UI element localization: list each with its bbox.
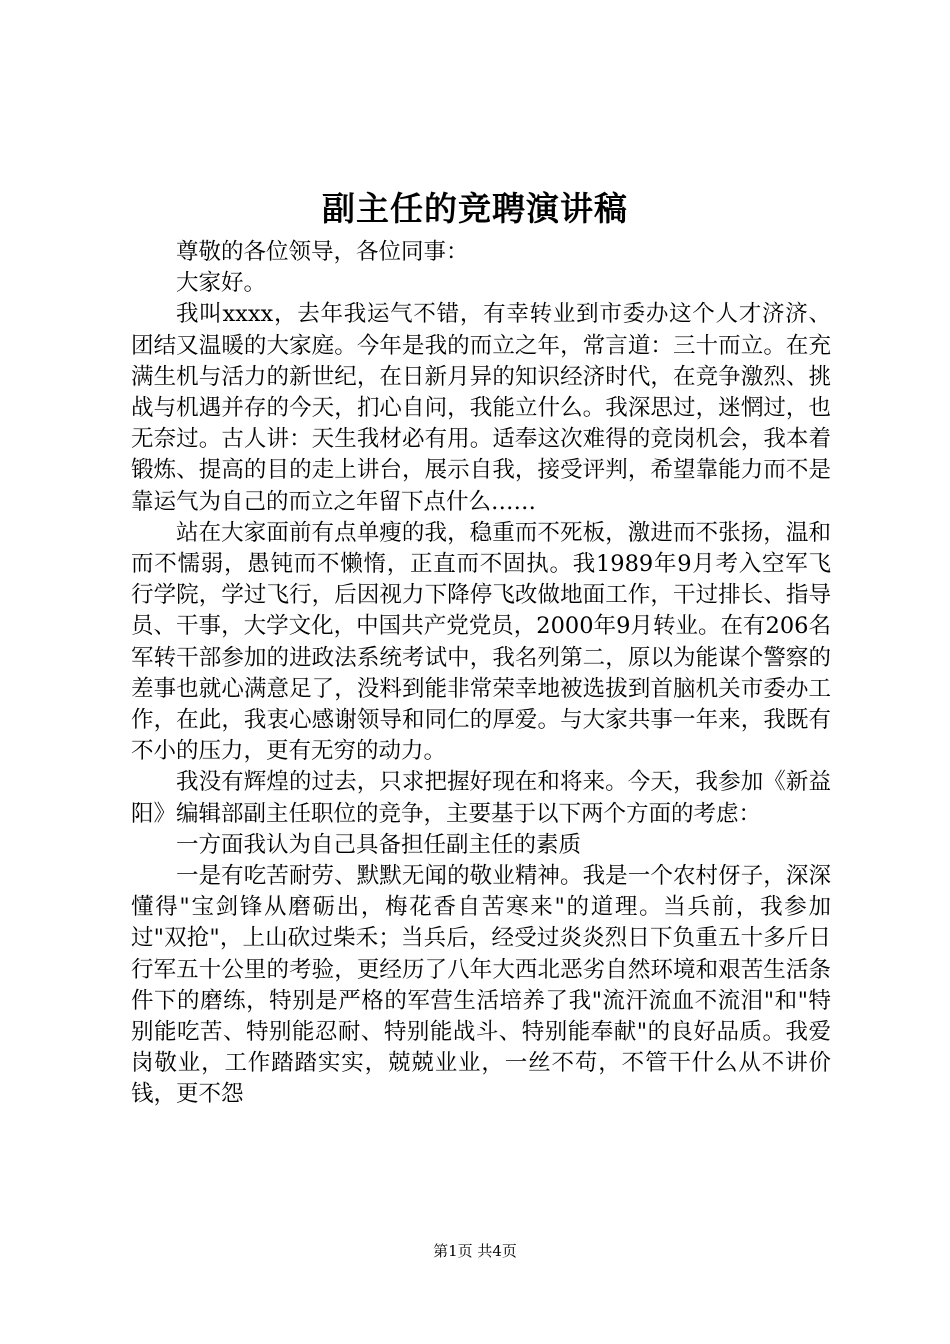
paragraph-introduction: 我叫xxxx，去年我运气不错，有幸转业到市委办这个人才济济、团结又温暖的大家庭。今年是我的而立之年，常言道：三十而立。在充满生机与活力的新世纪，在日新月异的知识经济时代，在竞争激烈、挑战与机遇并存的今天，扪心自问，我能立什么。我深思过，迷惘过，也无奈过。古人讲：天生我材必有用。适奉这次难得的竞岗机会，我本着锻炼、提高的目的走上讲台，展示自我，接受评判，希望靠能力而不是靠运气为自己的而立之年留下点什么…… [131, 301, 831, 515]
paragraph-point-one: 一是有吃苦耐劳、默默无闻的敬业精神。我是一个农村伢子，深深懂得"宝剑锋从磨砺出，梅花香自苦寒来"的道理。当兵前，我参加过"双抢"，上山砍过柴禾；当兵后，经受过炎炎烈日下负重五十多斤日行军五十公里的考验，更经历了八年大西北恶劣自然环境和艰苦生活条件下的磨练，特别是严格的军营生活培养了我"流汗流血不流泪"和"特别能吃苦、特别能忍耐、特别能战斗、特别能奉献"的良好品质。我爱岗敬业，工作踏踏实实，兢兢业业，一丝不苟，不管干什么从不讲价钱，更不怨 [131, 863, 831, 1108]
document-title: 副主任的竞聘演讲稿 [322, 189, 628, 228]
paragraph-background: 站在大家面前有点单瘦的我，稳重而不死板，激进而不张扬，温和而不懦弱，愚钝而不懒惰，正直而不固执。我1989年9月考入空军飞行学院，学过飞行，后因视力下降停飞改做地面工作，干过排长、指导员、干事，大学文化，中国共产党党员，2000年9月转业。在有206名军转干部参加的进政法系统考试中，我名列第二，原以为能谋个警察的差事也就心满意足了，没料到能非常荣幸地被选拔到首脑机关市委办工作，在此，我衷心感谢领导和同仁的厚爱。与大家共事一年来，我既有不小的压力，更有无穷的动力。 [131, 519, 831, 765]
paragraph-section-heading: 一方面我认为自己具备担任副主任的素质 [176, 831, 582, 858]
document-body [131, 237, 831, 1111]
paragraph-greeting: 大家好。 [176, 270, 267, 297]
page-number-footer: 第1页 共4页 [433, 1242, 517, 1260]
paragraph-motivation: 我没有辉煌的过去，只求把握好现在和将来。今天，我参加《新益阳》编辑部副主任职位的竞争，主要基于以下两个方面的考虑： [131, 769, 831, 827]
paragraph-salutation: 尊敬的各位领导，各位同事： [176, 239, 469, 265]
